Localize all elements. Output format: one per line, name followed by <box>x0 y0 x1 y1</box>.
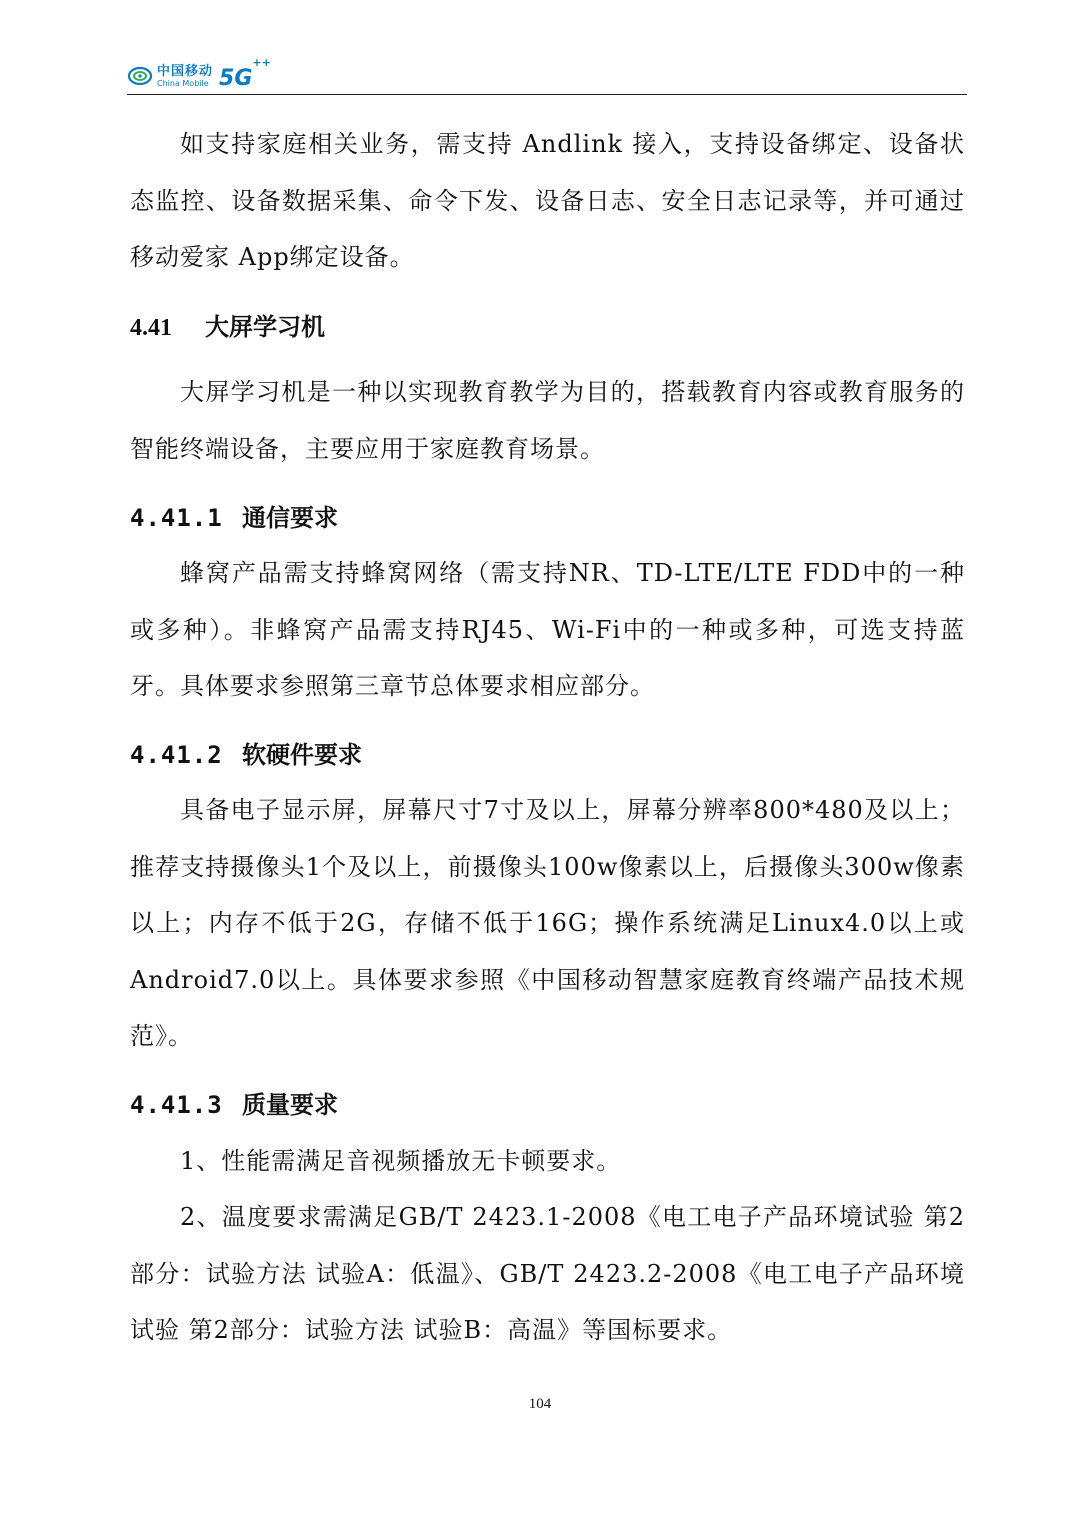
section-title: 软硬件要求 <box>242 741 362 769</box>
section-heading-4-41-2 <box>130 735 362 775</box>
logo-5g-mark <box>219 56 271 91</box>
paragraph-4-41-3-item-1: 1、性能需满足音视频播放无卡顿要求。 <box>180 1147 622 1175</box>
logo-chinese-text: 中国移动 <box>157 63 214 79</box>
paragraph-4-41-3-item-2: 2、温度要求需满足GB/T 2423.1-2008《电工电子产品环境试验 第2部分：试验方法 试验A：低温》、GB/T 2423.2-2008《电工电子产品环境试验 第2部分：试验方法 试验B：高温》等国标要求。 <box>130 1203 965 1344</box>
section-heading-4-41-1 <box>130 498 338 538</box>
section-number: 4.41.2 <box>130 741 223 769</box>
header-divider <box>127 94 967 95</box>
paragraph-4-41-2: 具备电子显示屏，屏幕尺寸7寸及以上，屏幕分辨率800*480及以上；推荐支持摄像头1个及以上，前摄像头100w像素以上，后摄像头300w像素以上；内存不低于2G，存储不低于16G；操作系统满足Linux4.0以上或Android7.0以上。具体要求参照《中国移动智慧家庭教育终端产品技术规范》。 <box>130 796 965 1050</box>
section-title: 质量要求 <box>242 1091 338 1119</box>
section-number: 4.41 <box>130 315 172 341</box>
logo-5g-plus: ++ <box>252 56 271 70</box>
paragraph-4-41-1: 蜂窝产品需支持蜂窝网络（需支持NR、TD-LTE/LTE FDD中的一种或多种）。非蜂窝产品需支持RJ45、Wi-Fi中的一种或多种，可选支持蓝牙。具体要求参照第三章节总体要求相应部分。 <box>130 559 965 700</box>
page-header <box>127 58 967 96</box>
paragraph-4-41: 大屏学习机是一种以实现教育教学为目的，搭载教育内容或教育服务的智能终端设备，主要应用于家庭教育场景。 <box>130 378 965 463</box>
section-title: 大屏学习机 <box>205 313 325 341</box>
page-number: 104 <box>528 1396 552 1412</box>
logo-5g-text: 5G <box>219 65 253 91</box>
section-number: 4.41.3 <box>130 1091 223 1119</box>
china-mobile-swirl-icon <box>127 65 153 87</box>
china-mobile-logo <box>127 58 271 94</box>
logo-english-text: China Mobile <box>157 78 209 88</box>
paragraph-andlink: 如支持家庭相关业务，需支持 Andlink 接入，支持设备绑定、设备状态监控、设备数据采集、命令下发、设备日志、安全日志记录等，并可通过移动爱家 App绑定设备。 <box>130 130 965 271</box>
section-heading-4-41 <box>130 307 325 348</box>
section-title: 通信要求 <box>242 504 338 532</box>
section-number: 4.41.1 <box>130 504 223 532</box>
section-heading-4-41-3 <box>130 1085 338 1125</box>
